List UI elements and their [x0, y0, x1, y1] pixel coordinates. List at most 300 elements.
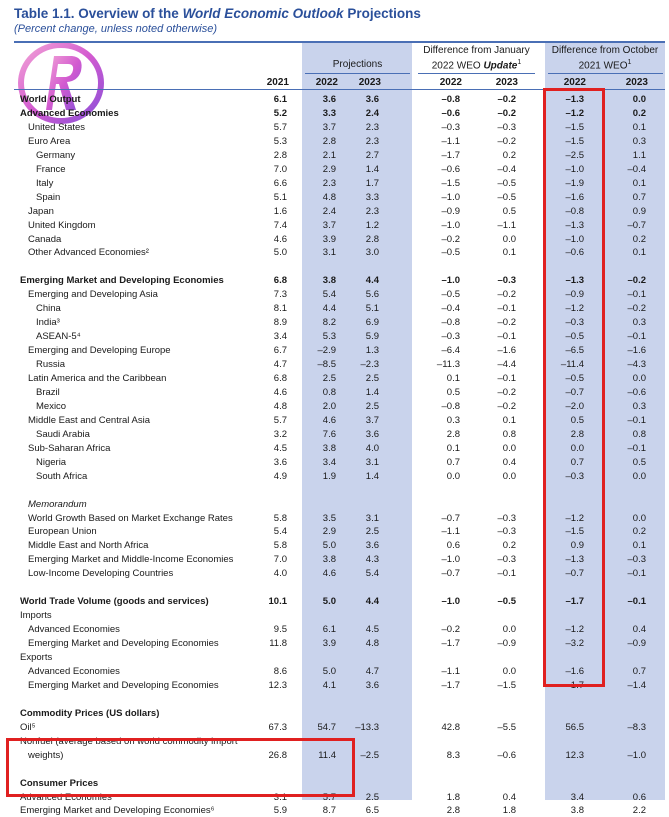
row-value: –8.3 — [627, 721, 646, 733]
row-value: 0.6 — [446, 540, 460, 552]
row-value: –0.2 — [497, 94, 516, 105]
row-value: –0.6 — [497, 749, 516, 761]
row-value: –0.5 — [497, 177, 516, 189]
row-label: weights) — [28, 749, 64, 761]
row-label: Italy — [36, 177, 54, 189]
table-row — [0, 693, 669, 706]
row-label: World Trade Volume (goods and services) — [20, 596, 209, 608]
row-label: Emerging Market and Developing Economies — [28, 638, 219, 650]
row-value: –0.2 — [497, 400, 516, 412]
row-value: –0.6 — [441, 163, 460, 175]
row-value: –0.3 — [497, 121, 516, 133]
row-value: –1.2 — [565, 107, 584, 119]
row-value: 2.8 — [570, 428, 584, 440]
row-value: 26.8 — [268, 749, 287, 761]
row-value: 3.4 — [570, 791, 584, 803]
row-value: 0.8 — [322, 386, 336, 398]
row-value: 3.0 — [365, 247, 379, 259]
row-label: Exports — [20, 652, 53, 663]
row-value: 0.1 — [502, 414, 516, 426]
row-value: –0.3 — [497, 512, 516, 524]
row-value: 0.1 — [502, 247, 516, 259]
row-label: United Kingdom — [28, 219, 96, 231]
row-label: Emerging Market and Middle-Income Economies — [28, 554, 234, 566]
row-label: China — [36, 303, 61, 315]
row-value: 0.0 — [502, 665, 516, 677]
row-value: 4.6 — [322, 568, 336, 580]
row-label: Japan — [28, 205, 54, 217]
row-value: 0.8 — [502, 428, 516, 440]
row-value: –6.5 — [565, 345, 584, 357]
row-value: 4.6 — [273, 233, 287, 245]
row-value: 3.9 — [322, 233, 336, 245]
row-value: 4.7 — [365, 665, 379, 677]
row-value: –1.6 — [565, 665, 584, 677]
row-value: 0.9 — [570, 540, 584, 552]
row-label: Emerging Market and Developing Economies⁶ — [20, 805, 215, 817]
row-value: –0.2 — [627, 275, 646, 287]
row-value: 0.1 — [632, 177, 646, 189]
row-value: 2.4 — [322, 205, 336, 217]
row-value: –2.9 — [317, 345, 336, 357]
row-value: 3.8 — [322, 275, 336, 287]
row-value: –1.5 — [441, 177, 460, 189]
row-value: 7.6 — [322, 428, 336, 440]
row-value: –0.5 — [565, 373, 584, 384]
row-value: 54.7 — [317, 721, 336, 733]
row-label: Germany — [36, 149, 76, 161]
row-value: 9.5 — [273, 624, 287, 636]
row-value: 4.0 — [365, 442, 379, 454]
row-value: –1.5 — [565, 135, 584, 147]
row-value: –1.7 — [441, 638, 460, 650]
row-value: 0.0 — [632, 512, 646, 524]
row-value: –4.4 — [497, 359, 516, 371]
row-value: 0.4 — [502, 791, 516, 803]
row-value: 1.1 — [632, 149, 646, 161]
row-value: 5.9 — [273, 805, 287, 817]
row-value: 2.2 — [632, 805, 646, 817]
row-label: Emerging Market and Developing Economies — [28, 679, 219, 691]
row-value: –0.3 — [441, 331, 460, 343]
year-header-5: 2022 — [563, 77, 586, 88]
row-value: –0.9 — [627, 638, 646, 650]
row-value: 5.3 — [322, 331, 336, 343]
row-value: 0.4 — [632, 624, 646, 636]
row-value: 3.1 — [365, 512, 379, 524]
header-rule-oct — [548, 73, 663, 74]
row-value: 5.0 — [273, 247, 287, 259]
row-value: 2.3 — [322, 177, 336, 189]
row-value: 3.3 — [365, 191, 379, 203]
row-value: –1.0 — [441, 554, 460, 566]
row-value: 2.3 — [365, 205, 379, 217]
row-value: 2.7 — [365, 149, 379, 161]
row-value: –1.7 — [565, 679, 584, 691]
jan-group-header: Difference from January 2022 WEO Update$^1$ — [423, 45, 530, 72]
row-value: –0.2 — [441, 624, 460, 636]
row-label: Euro Area — [28, 135, 71, 147]
row-value: 1.2 — [365, 219, 379, 231]
row-value: 5.8 — [273, 540, 287, 552]
row-value: 0.0 — [632, 470, 646, 482]
row-value: –1.0 — [441, 596, 460, 608]
row-value: –1.3 — [565, 275, 584, 287]
row-value: –1.5 — [565, 121, 584, 133]
row-value: –1.2 — [565, 624, 584, 636]
row-value: –0.5 — [565, 331, 584, 343]
row-value: 2.5 — [365, 791, 379, 803]
row-value: –0.1 — [627, 442, 646, 454]
row-value: 3.8 — [322, 554, 336, 566]
row-value: 0.3 — [632, 135, 646, 147]
row-value: 5.4 — [273, 526, 287, 538]
row-label: South Africa — [36, 470, 88, 482]
row-value: 42.8 — [441, 721, 460, 733]
row-value: 5.3 — [273, 135, 287, 147]
row-value: –0.3 — [627, 554, 646, 566]
row-value: –0.8 — [441, 317, 460, 329]
row-value: 4.6 — [273, 386, 287, 398]
row-value: 4.4 — [365, 596, 379, 608]
row-value: 0.2 — [502, 540, 516, 552]
row-value: 3.8 — [570, 805, 584, 817]
row-value: 0.3 — [446, 414, 460, 426]
row-value: 56.5 — [565, 721, 584, 733]
row-label: World Growth Based on Market Exchange Rates — [28, 512, 233, 524]
row-value: –1.6 — [497, 345, 516, 357]
row-value: 2.8 — [322, 135, 336, 147]
row-value: –0.9 — [565, 289, 584, 301]
row-value: –2.3 — [360, 359, 379, 371]
row-value: 6.8 — [273, 373, 287, 384]
row-value: –0.2 — [441, 233, 460, 245]
row-value: –0.3 — [565, 317, 584, 329]
row-label: Mexico — [36, 400, 67, 412]
row-value: –1.3 — [565, 554, 584, 566]
header-rule-jan — [418, 73, 535, 74]
row-value: 4.5 — [365, 624, 379, 636]
row-value: 6.6 — [273, 177, 287, 189]
row-value: 3.6 — [365, 540, 379, 552]
row-value: 0.7 — [632, 665, 646, 677]
row-label: European Union — [28, 526, 97, 538]
row-value: 3.2 — [273, 428, 287, 440]
row-value: –0.2 — [497, 386, 516, 398]
row-label: Memorandum — [28, 498, 87, 510]
row-value: 3.3 — [322, 107, 336, 119]
row-value: 6.1 — [322, 624, 336, 636]
row-value: 0.7 — [632, 191, 646, 203]
row-value: 3.4 — [322, 456, 336, 468]
row-label: Spain — [36, 191, 61, 203]
row-value: 2.8 — [446, 805, 460, 817]
row-value: 1.4 — [365, 386, 379, 398]
row-value: 3.7 — [322, 219, 336, 231]
row-value: 5.0 — [322, 596, 336, 608]
row-value: 5.8 — [273, 512, 287, 524]
row-value: 2.8 — [446, 428, 460, 440]
row-value: 7.3 — [273, 289, 287, 301]
row-value: –0.1 — [627, 331, 646, 343]
row-value: –1.2 — [565, 303, 584, 315]
row-value: 0.1 — [632, 540, 646, 552]
row-value: 0.4 — [502, 456, 516, 468]
row-value: 0.0 — [502, 470, 516, 482]
row-label: Brazil — [36, 386, 60, 398]
row-value: –1.6 — [627, 345, 646, 357]
row-value: 2.3 — [365, 135, 379, 147]
row-value: 3.6 — [273, 456, 287, 468]
row-value: –0.3 — [441, 121, 460, 133]
row-value: 0.3 — [632, 400, 646, 412]
row-value: –0.6 — [565, 247, 584, 259]
row-value: 3.4 — [273, 331, 287, 343]
row-value: –11.4 — [560, 359, 584, 371]
row-value: 4.5 — [273, 442, 287, 454]
row-value: 2.1 — [322, 149, 336, 161]
row-value: 3.7 — [322, 121, 336, 133]
row-value: –0.3 — [497, 275, 516, 287]
row-value: –13.3 — [355, 721, 379, 733]
row-value: –0.3 — [497, 526, 516, 538]
row-label: ASEAN-5⁴ — [36, 331, 81, 343]
row-label: Russia — [36, 359, 66, 371]
row-value: 0.1 — [446, 373, 460, 384]
row-value: –0.1 — [627, 596, 646, 608]
row-value: –0.1 — [497, 568, 516, 580]
row-label: Middle East and North Africa — [28, 540, 149, 552]
row-label: Nigeria — [36, 456, 67, 468]
row-value: –0.4 — [441, 303, 460, 315]
row-label: Advanced Economies — [28, 624, 120, 636]
row-value: –1.3 — [565, 219, 584, 231]
table-row — [0, 707, 669, 720]
row-value: 2.5 — [322, 373, 336, 384]
row-value: –0.1 — [497, 303, 516, 315]
row-value: –0.5 — [497, 596, 516, 608]
row-value: 5.6 — [365, 289, 379, 301]
row-value: 5.7 — [273, 121, 287, 133]
row-value: 12.3 — [565, 749, 584, 761]
row-value: 2.5 — [365, 526, 379, 538]
row-label: Saudi Arabia — [36, 428, 90, 440]
row-value: –0.8 — [441, 400, 460, 412]
row-value: 0.8 — [632, 428, 646, 440]
year-header-2: 2023 — [358, 77, 381, 88]
row-value: –4.3 — [627, 359, 646, 371]
row-value: 3.9 — [322, 638, 336, 650]
row-value: 1.8 — [446, 791, 460, 803]
row-value: 2.4 — [365, 107, 379, 119]
row-label: Advanced Economies — [28, 665, 120, 677]
row-label: Consumer Prices — [20, 777, 99, 789]
row-value: –0.4 — [627, 163, 646, 175]
row-label: World Output — [20, 94, 81, 105]
row-value: 0.1 — [632, 247, 646, 259]
row-value: –1.0 — [565, 163, 584, 175]
row-value: 5.7 — [322, 791, 336, 803]
row-value: –0.4 — [497, 163, 516, 175]
row-value: 0.2 — [632, 233, 646, 245]
row-label: Commodity Prices (US dollars) — [20, 707, 160, 719]
row-value: 3.1 — [322, 247, 336, 259]
row-value: –1.2 — [565, 512, 584, 524]
row-value: –0.7 — [565, 568, 584, 580]
row-value: 6.8 — [273, 275, 287, 287]
row-value: 0.9 — [632, 205, 646, 217]
row-value: 2.5 — [365, 400, 379, 412]
row-value: –1.4 — [627, 679, 646, 691]
row-value: –0.1 — [627, 414, 646, 426]
row-value: –0.1 — [627, 289, 646, 301]
row-value: –0.7 — [441, 568, 460, 580]
row-value: 1.7 — [365, 177, 379, 189]
row-value: 4.1 — [322, 679, 336, 691]
row-value: –1.3 — [565, 94, 584, 105]
row-label: Middle East and Central Asia — [28, 414, 150, 426]
row-value: 11.4 — [318, 749, 336, 761]
row-value: –0.5 — [441, 247, 460, 259]
row-value: –1.7 — [565, 596, 584, 608]
row-value: 5.1 — [365, 303, 379, 315]
row-value: –2.5 — [360, 749, 379, 761]
row-value: 8.7 — [322, 805, 336, 817]
row-value: 2.3 — [365, 121, 379, 133]
row-value: –1.0 — [565, 233, 584, 245]
year-header-3: 2022 — [439, 77, 462, 88]
row-value: 0.0 — [502, 233, 516, 245]
row-value: 4.3 — [365, 554, 379, 566]
row-value: –0.6 — [627, 386, 646, 398]
projections-header: Projections — [332, 59, 383, 70]
row-value: 7.0 — [273, 554, 287, 566]
row-value: 8.2 — [322, 317, 336, 329]
row-label: India³ — [36, 317, 60, 329]
row-value: 3.1 — [365, 456, 379, 468]
row-label: France — [36, 163, 66, 175]
row-value: 0.0 — [632, 373, 646, 384]
row-value: 4.6 — [322, 414, 336, 426]
row-value: –0.2 — [497, 107, 516, 119]
row-value: –0.7 — [441, 512, 460, 524]
row-value: 4.4 — [322, 303, 336, 315]
row-value: 5.9 — [365, 331, 379, 343]
row-value: 3.1 — [273, 791, 287, 803]
row-value: 0.0 — [502, 624, 516, 636]
row-value: –1.5 — [497, 679, 516, 691]
row-value: 0.0 — [570, 442, 584, 454]
row-value: –0.3 — [497, 554, 516, 566]
row-value: –2.5 — [565, 149, 584, 161]
row-value: 8.6 — [273, 665, 287, 677]
header-rule-projections — [305, 73, 410, 74]
row-value: 12.3 — [268, 679, 287, 691]
highlight-box-oct-2022 — [543, 88, 605, 687]
row-value: 6.1 — [273, 94, 287, 105]
row-value: –5.5 — [497, 721, 516, 733]
row-value: 67.3 — [268, 721, 287, 733]
row-value: 2.9 — [322, 526, 336, 538]
oct-group-header: Difference from October 2021 WEO$^1$ — [551, 45, 659, 72]
row-value: 7.4 — [273, 219, 287, 231]
row-value: –3.2 — [565, 638, 584, 650]
row-value: 0.7 — [570, 456, 584, 468]
row-value: –1.7 — [441, 149, 460, 161]
table-title: Table 1.1. Overview of the World Economic Outlook Projections — [14, 6, 421, 21]
row-value: 4.8 — [365, 638, 379, 650]
row-value: 1.6 — [273, 205, 287, 217]
highlight-box-consumer-prices — [6, 738, 355, 797]
row-value: –0.7 — [565, 386, 584, 398]
row-label: Emerging Market and Developing Economies — [20, 275, 224, 287]
row-value: 0.0 — [446, 470, 460, 482]
row-value: 0.3 — [632, 317, 646, 329]
row-value: 0.2 — [632, 526, 646, 538]
row-value: –0.1 — [497, 331, 516, 343]
row-value: –1.9 — [565, 177, 584, 189]
row-value: –0.7 — [627, 219, 646, 231]
row-value: 2.8 — [365, 233, 379, 245]
row-value: –0.6 — [441, 107, 460, 119]
row-value: –1.0 — [441, 191, 460, 203]
year-header-4: 2023 — [495, 77, 518, 88]
row-value: 4.0 — [273, 568, 287, 580]
row-value: 3.6 — [365, 94, 379, 105]
row-value: 0.7 — [446, 456, 460, 468]
table-row — [0, 721, 669, 734]
row-value: 2.0 — [322, 400, 336, 412]
year-header-6: 2023 — [625, 77, 648, 88]
row-value: –0.2 — [497, 289, 516, 301]
row-value: –2.0 — [565, 400, 584, 412]
row-value: 5.1 — [273, 191, 287, 203]
row-value: –1.6 — [565, 191, 584, 203]
row-value: 1.9 — [322, 470, 336, 482]
row-label: Advanced Economies — [20, 791, 112, 803]
row-value: 3.6 — [322, 94, 336, 105]
row-label: Advanced Economies — [20, 107, 119, 119]
row-value: 4.8 — [273, 400, 287, 412]
row-value: –1.0 — [441, 275, 460, 287]
row-value: –1.0 — [441, 219, 460, 231]
row-value: –0.9 — [441, 205, 460, 217]
row-value: –0.1 — [497, 373, 516, 384]
row-value: 0.6 — [632, 791, 646, 803]
table-row — [0, 804, 669, 817]
row-value: 1.4 — [365, 470, 379, 482]
row-value: –0.3 — [565, 470, 584, 482]
row-label: United States — [28, 121, 86, 133]
row-value: 3.6 — [365, 428, 379, 440]
row-value: 8.1 — [273, 303, 287, 315]
row-value: 0.2 — [632, 107, 646, 119]
row-value: 0.5 — [632, 456, 646, 468]
row-value: 3.7 — [365, 414, 379, 426]
row-value: 0.0 — [632, 94, 646, 105]
row-value: 3.6 — [365, 679, 379, 691]
row-value: –0.5 — [441, 289, 460, 301]
row-value: 4.7 — [273, 359, 287, 371]
row-value: 7.0 — [273, 163, 287, 175]
row-value: 0.0 — [502, 442, 516, 454]
header-rule-top — [14, 41, 665, 43]
row-value: 3.5 — [322, 512, 336, 524]
row-value: –0.5 — [497, 191, 516, 203]
row-value: –1.1 — [441, 135, 460, 147]
row-value: –1.1 — [441, 665, 460, 677]
row-value: 6.7 — [273, 345, 287, 357]
